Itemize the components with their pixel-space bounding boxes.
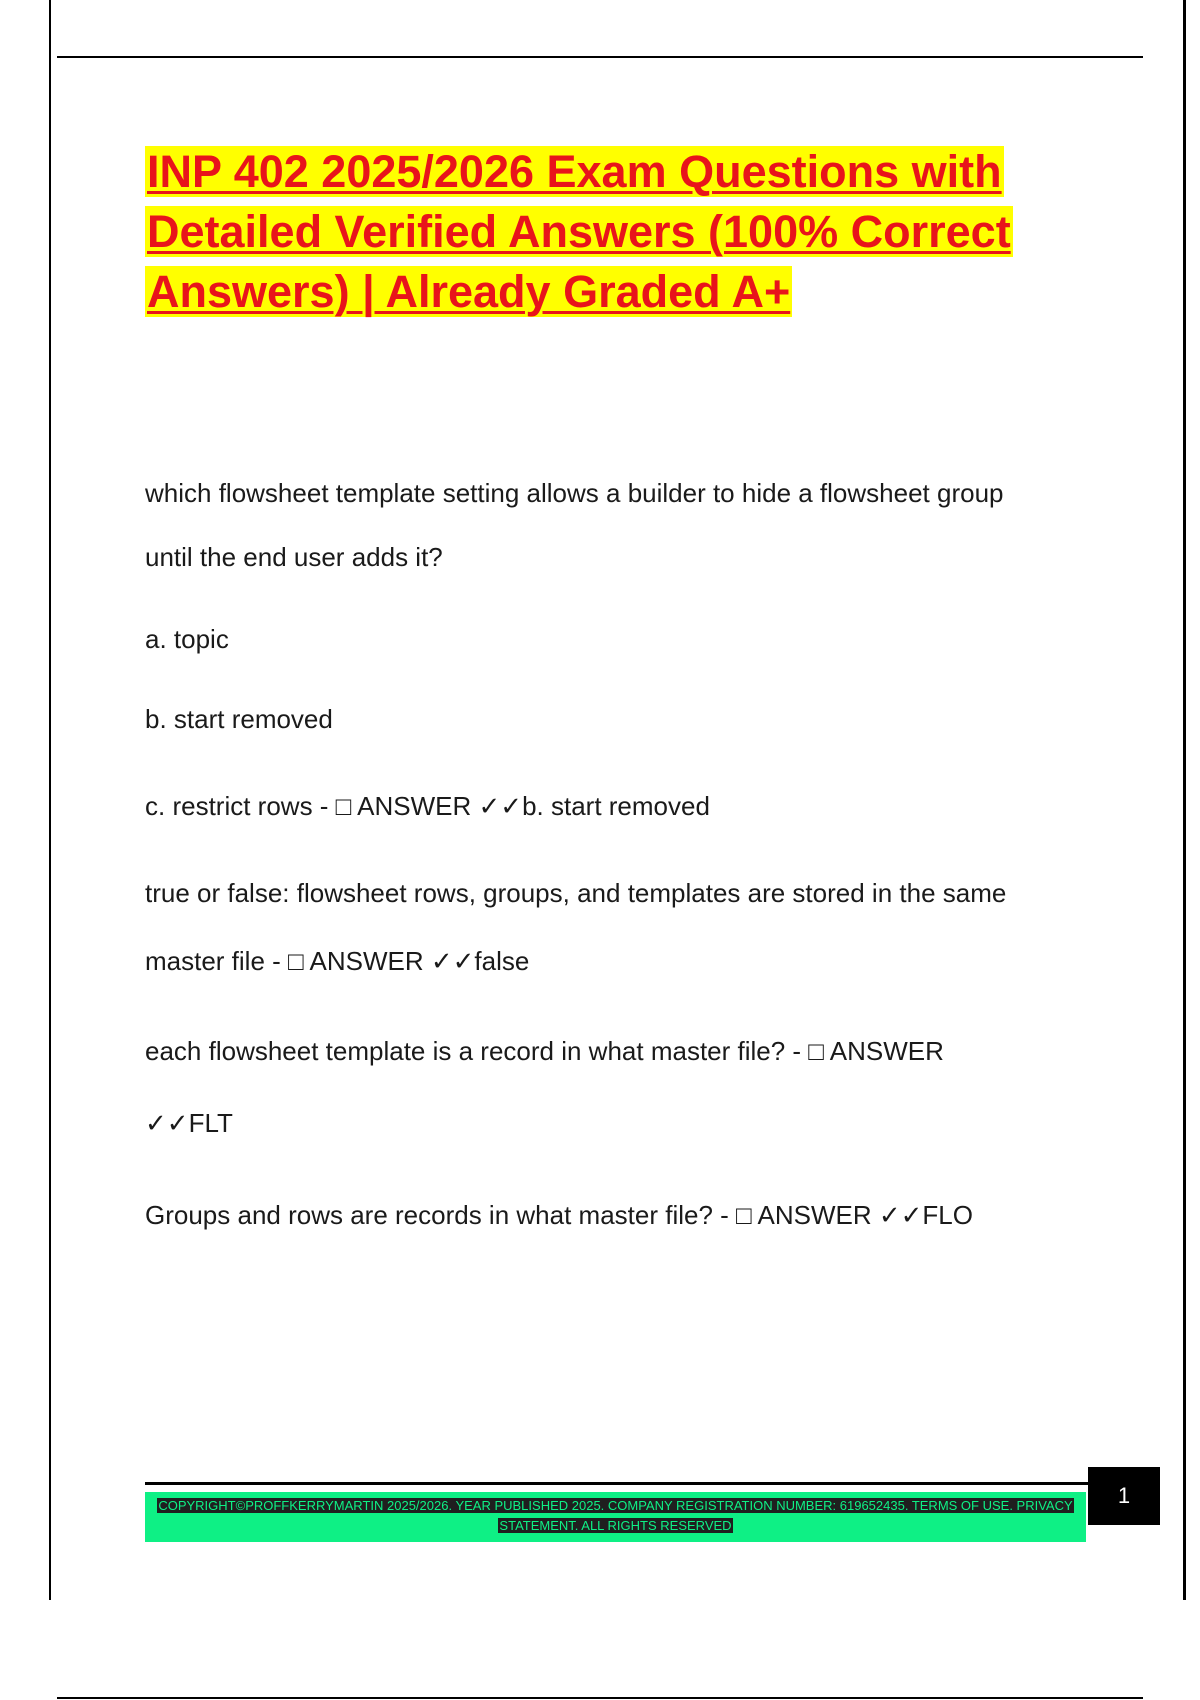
question-2-line-2-answer: master file - □ ANSWER ✓✓false xyxy=(145,946,530,976)
document-title xyxy=(145,142,1095,322)
header-rule xyxy=(57,56,1143,58)
question-3-line-1: each flowsheet template is a record in what master file? - □ ANSWER xyxy=(145,1036,944,1066)
question-1-line-2: until the end user adds it? xyxy=(145,542,443,572)
question-1-option-b: b. start removed xyxy=(145,704,333,734)
question-1-option-a: a. topic xyxy=(145,624,229,654)
question-3-line-2-answer: ✓✓FLT xyxy=(145,1108,233,1138)
page-border-right xyxy=(1183,0,1186,1600)
question-2-line-1: true or false: flowsheet rows, groups, and templates are stored in the same xyxy=(145,878,1007,908)
footer-rule xyxy=(145,1482,1090,1485)
question-4-line-1-answer: Groups and rows are records in what master file? - □ ANSWER ✓✓FLO xyxy=(145,1200,973,1230)
page-number: 1 xyxy=(1088,1467,1160,1525)
document-title-text: INP 402 2025/2026 Exam Questions with Detailed Verified Answers (100% Correct Answers) | Already Graded A+ xyxy=(147,146,1011,317)
copyright-footer xyxy=(145,1492,1086,1542)
next-page-rule xyxy=(57,1697,1143,1699)
question-1-option-c-answer: c. restrict rows - □ ANSWER ✓✓b. start removed xyxy=(145,791,710,821)
copyright-text: COPYRIGHT©PROFFKERRYMARTIN 2025/2026. YEAR PUBLISHED 2025. COMPANY REGISTRATION NUMBER: 619652435. TERMS OF USE. PRIVACY STATEMENT. ALL RIGHTS RESERVED xyxy=(158,1498,1073,1533)
question-1-line-1: which flowsheet template setting allows a builder to hide a flowsheet group xyxy=(145,478,1004,508)
page-border-left xyxy=(49,0,51,1600)
